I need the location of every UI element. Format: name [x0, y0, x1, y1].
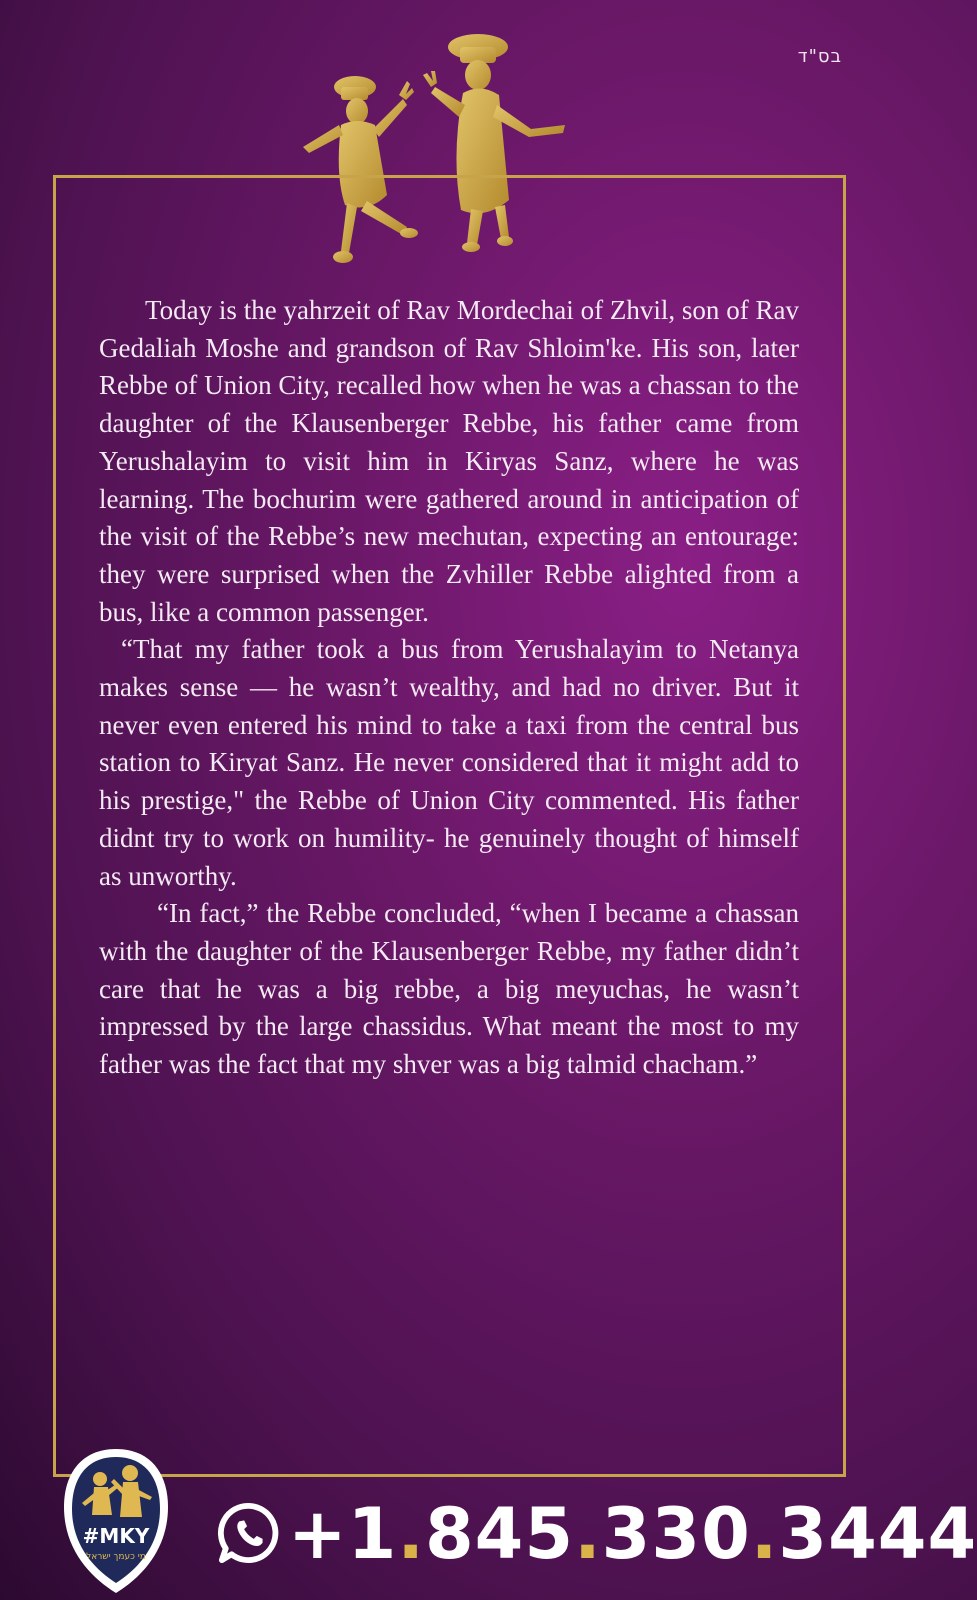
paragraph-2: “That my father took a bus from Yerushalayim to Netanya makes sense — he wasn’t wealthy, and had no driver. But it never even entered his mind to take a taxi from the central bus station to Kiryat Sanz. He never considered that it might add to his prestige," the Rebbe of Union City commented. His father didnt try to work on humility- he genuinely thought of himself as unworthy.: [99, 634, 799, 891]
paragraph-1: Today is the yahrzeit of Rav Mordechai of Zhvil, son of Rav Gedaliah Moshe and grandson of Rav Shloim'ke. His son, later Rebbe of Union City, recalled how when he was a chassan to the daughter of the Klausenberger Rebbe, his father came from Yerushalayim to visit him in Kiryas Sanz, where he was learning. The bochurim were gathered around in anticipation of the visit of the Rebbe’s new mechutan, expecting an entourage: they were surprised when the Zvhiller Rebbe alighted from a bus, like a common passenger.: [99, 295, 799, 627]
mky-logo: [60, 1445, 172, 1597]
phone-part: +1: [288, 1493, 398, 1575]
phone-part: 330: [601, 1493, 751, 1575]
article-text: [99, 292, 799, 1084]
phone-part: 845: [424, 1493, 575, 1575]
logo-subtext: מי כעמך ישראל: [86, 1552, 146, 1562]
logo-text: #MKY: [82, 1524, 150, 1548]
phone-dot: .: [574, 1493, 602, 1575]
phone-number[interactable]: [288, 1494, 977, 1574]
bsd-header: בס"ד: [797, 46, 842, 67]
whatsapp-icon: [218, 1502, 280, 1564]
paragraph-3: “In fact,” the Rebbe concluded, “when I became a chassan with the daughter of the Klausenberger Rebbe, my father didn’t care that he was a big rebbe, a big meyuchas, he wasn’t impressed by the large chassidus. What meant the most to my father was the fact that my shver was a big talmid chacham.”: [99, 898, 799, 1080]
phone-dot: .: [750, 1493, 779, 1575]
phone-part: 3444: [778, 1493, 977, 1575]
phone-dot: .: [397, 1493, 425, 1575]
